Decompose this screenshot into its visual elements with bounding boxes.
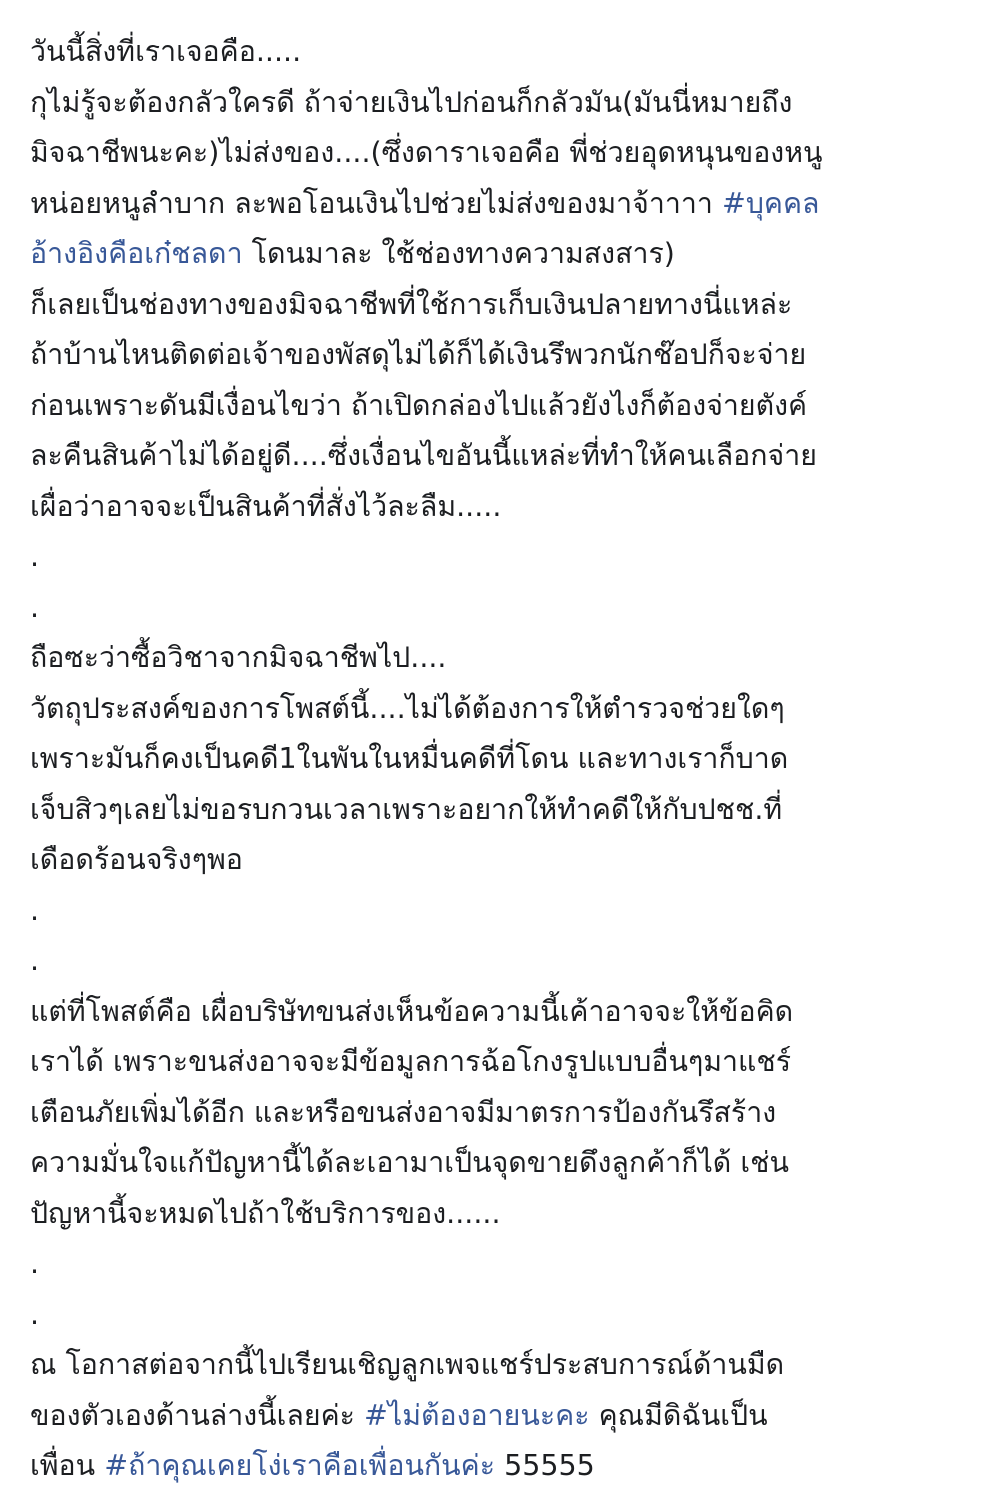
post-line bbox=[30, 381, 980, 432]
post-line bbox=[30, 1088, 980, 1139]
post-line bbox=[30, 482, 980, 533]
post-text: วัตถุประสงค์ของการโพสต์นี้....ไม่ได้ต้องการให้ตำรวจช่วยใดๆ bbox=[30, 691, 785, 725]
post-text: . bbox=[30, 944, 40, 977]
post-text: คุณมีดิฉันเป็น bbox=[589, 1398, 768, 1432]
post-text: เดือดร้อนจริงๆพอ bbox=[30, 843, 243, 876]
post-line bbox=[30, 280, 980, 331]
post-text: ของตัวเองด้านล่างนี้เลยค่ะ bbox=[30, 1398, 364, 1432]
post-line bbox=[30, 1138, 980, 1189]
post-text: เผื่อว่าอาจจะเป็นสินค้าที่สั่งไว้ละลืม..... bbox=[30, 489, 502, 523]
post-text: ก่อนเพราะดันมีเงื่อนไขว่า ถ้าเปิดกล่องไปแล้วยังไงก็ต้องจ่ายตังค์ bbox=[30, 388, 808, 422]
post-text: แต่ที่โพสต์คือ เผื่อบริษัทขนส่งเห็นข้อความนี้เค้าอาจจะให้ข้อคิด bbox=[30, 994, 794, 1028]
post-text: . bbox=[30, 893, 40, 927]
post-line bbox=[30, 1441, 980, 1492]
post-line bbox=[30, 1340, 980, 1391]
post-line bbox=[30, 1391, 980, 1442]
post-body bbox=[30, 27, 980, 1492]
post-line bbox=[30, 78, 980, 129]
post-line bbox=[30, 785, 980, 836]
post-line bbox=[30, 886, 980, 937]
post-line bbox=[30, 229, 980, 280]
post-text: เตือนภัยเพิ่มได้อีก และหรือขนส่งอาจมีมาตรการป้องกันรึสร้าง bbox=[30, 1095, 777, 1129]
post-line bbox=[30, 1037, 980, 1088]
post-line bbox=[30, 936, 980, 987]
hashtag-link[interactable]: อ้างอิงคือเก๋ชลดา bbox=[30, 237, 243, 270]
post-text: เพราะมันก็คงเป็นคดี1ในพันในหมื่นคดีที่โดน และทางเราก็บาด bbox=[30, 742, 789, 775]
post-text: 55555 bbox=[495, 1449, 595, 1482]
post-text: เพื่อน bbox=[30, 1449, 105, 1482]
post-line bbox=[30, 1239, 980, 1290]
post-text: หน่อยหนูลำบาก ละพอโอนเงินไปช่วยไม่ส่งของมาจ้าาาา bbox=[30, 186, 722, 220]
post-line bbox=[30, 734, 980, 785]
post-line bbox=[30, 987, 980, 1038]
post-text: เราได้ เพราะขนส่งอาจจะมีข้อมูลการฉ้อโกงรูปแบบอื่นๆมาแชร์ bbox=[30, 1045, 792, 1078]
post-line bbox=[30, 330, 980, 381]
post-text: โดนมาละ ใช้ช่องทางความสงสาร) bbox=[242, 237, 675, 270]
post-text: เจ็บสิวๆเลยไม่ขอรบกวนเวลาเพราะอยากให้ทำคดีให้กับปชช.ที่ bbox=[30, 792, 783, 826]
post-text: กุไม่รู้จะต้องกลัวใครดี ถ้าจ่ายเงินไปก่อนก็กลัวมัน(มันนี่หมายถึง bbox=[30, 85, 793, 119]
post-text: ปัญหานี้จะหมดไปถ้าใช้บริการของ...... bbox=[30, 1196, 501, 1230]
post-line bbox=[30, 684, 980, 735]
post-text: วันนี้สิ่งที่เราเจอคือ..... bbox=[30, 35, 302, 68]
post-text: ณ โอกาสต่อจากนี้ไปเรียนเชิญลูกเพจแชร์ประสบการณ์ด้านมืด bbox=[30, 1348, 785, 1381]
post-line bbox=[30, 532, 980, 583]
post-line bbox=[30, 1189, 980, 1240]
post-line bbox=[30, 128, 980, 179]
post-line bbox=[30, 583, 980, 634]
post-line bbox=[30, 835, 980, 886]
post-line bbox=[30, 1290, 980, 1341]
post-line bbox=[30, 27, 980, 78]
hashtag-link[interactable]: #ไม่ต้องอายนะคะ bbox=[364, 1398, 590, 1432]
post-text: . bbox=[30, 1247, 40, 1280]
post-text: ถือซะว่าซื้อวิชาจากมิจฉาชีพไป.... bbox=[30, 641, 447, 674]
hashtag-link[interactable]: #บุคคล bbox=[721, 186, 820, 220]
post-text: มิจฉาชีพนะคะ)ไม่ส่งของ....(ซึ่งดาราเจอคือ พี่ช่วยอุดหนุนของหนู bbox=[30, 136, 823, 169]
post-text: ก็เลยเป็นช่องทางของมิจฉาชีพที่ใช้การเก็บเงินปลายทางนี่แหล่ะ bbox=[30, 287, 793, 321]
post-line bbox=[30, 633, 980, 684]
hashtag-link[interactable]: #ถ้าคุณเคยโง่เราคือเพื่อนกันค่ะ bbox=[104, 1449, 496, 1482]
post-text: ถ้าบ้านไหนติดต่อเจ้าของพัสดุไม่ได้ก็ได้เงินรึพวกนักช๊อปก็จะจ่าย bbox=[30, 338, 807, 371]
post-line bbox=[30, 431, 980, 482]
post-text: ละคืนสินค้าไม่ได้อยู่ดี....ซึ่งเงื่อนไขอันนี้แหล่ะที่ทำให้คนเลือกจ่าย bbox=[30, 439, 817, 472]
post-text: . bbox=[30, 590, 40, 624]
post-text: . bbox=[30, 1297, 40, 1331]
post-text: . bbox=[30, 540, 40, 573]
post-text: ความมั่นใจแก้ปัญหานี้ได้ละเอามาเป็นจุดขายดึงลูกค้าก็ได้ เช่น bbox=[30, 1146, 789, 1179]
post-line bbox=[30, 179, 980, 230]
